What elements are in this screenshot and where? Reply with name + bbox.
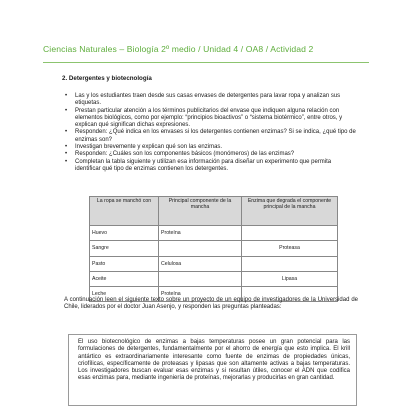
table-cell-stain: Aceite bbox=[90, 271, 159, 286]
table-cell-stain: Huevo bbox=[90, 226, 159, 241]
column-header-component: Principal componente de la mancha bbox=[159, 197, 242, 226]
table-cell-stain: Sangre bbox=[90, 241, 159, 256]
list-item: • Investigan brevemente y explican qué son las enzimas. bbox=[64, 144, 356, 151]
activity-list bbox=[64, 93, 356, 173]
intro-paragraph: A continuación leen el siguiente texto sobre un proyecto de un equipo de investigadores de la Universidad de Chile, liderados por el doctor Juan Asenjo, y responden las preguntas planteadas: bbox=[64, 297, 358, 311]
table-cell-component: Celulosa bbox=[159, 256, 242, 271]
table-cell-enzyme bbox=[242, 226, 338, 241]
quote-paragraph: El uso biotecnológico de enzimas a bajas temperaturas posee un gran potencial para las formulaciones de detergentes, fundamentalmente por el ahorro de energía que esto implica. El krill antártico es extraordinariamente interesante como fuente de enzimas de propiedades únicas, criofílicas, específicamente de proteasas y lipasas que son altamente activas a bajas temperaturas. Los investigadores buscan evaluar esas enzimas y si resultan útiles, conocer el ADN que codifica esas enzimas para, mediante ingeniería de proteínas, mejorarlas y producirlas en gran cantidad. bbox=[78, 339, 350, 382]
table-cell-enzyme: Lipasa bbox=[242, 271, 338, 286]
table-cell-component: Proteína bbox=[159, 226, 242, 241]
list-item: • Completan la tabla siguiente y utilizan esa información para diseñar un experimento que permita identificar qué tipo de enzimas contienen los detergentes. bbox=[64, 159, 356, 174]
table-row bbox=[90, 256, 338, 271]
list-item: • Responden: ¿Qué indica en los envases si los detergentes contienen enzimas? Si se indica, ¿qué tipo de enzimas son? bbox=[64, 129, 356, 144]
header-divider bbox=[43, 62, 369, 63]
enzyme-table bbox=[89, 196, 338, 302]
section-number: 2. bbox=[62, 75, 68, 82]
page-header: Ciencias Naturales – Biología 2º medio / Unidad 4 / OA8 / Actividad 2 bbox=[43, 44, 314, 54]
list-item: • Las y los estudiantes traen desde sus casas envases de detergentes para lavar ropa y analizan sus etiquetas. bbox=[64, 93, 356, 108]
table-cell-component bbox=[159, 271, 242, 286]
table-cell-enzyme: Proteasa bbox=[242, 241, 338, 256]
list-item: • Prestan particular atención a los términos publicitarios del envase que indiquen alguna relación con elementos biológicos, como por ejemplo: “principios bioactivos” o “sistema biotérmico”, entre otros, y explican qué significan dichas expresiones. bbox=[64, 108, 356, 130]
table-header-row bbox=[90, 197, 338, 226]
table-cell-stain: Leche bbox=[90, 287, 159, 302]
table-cell-component bbox=[159, 241, 242, 256]
section-title: Detergentes y biotecnología bbox=[68, 75, 152, 82]
list-item: • Responden: ¿Cuáles son los componentes básicos (monómeros) de las enzimas? bbox=[64, 151, 356, 158]
column-header-stain: La ropa se manchó con bbox=[90, 197, 159, 226]
table-cell-component: Proteína bbox=[159, 287, 242, 302]
table-row bbox=[90, 271, 338, 286]
table-cell-stain: Pasto bbox=[90, 256, 159, 271]
table-cell-enzyme bbox=[242, 256, 338, 271]
table-row bbox=[90, 241, 338, 256]
table-row bbox=[90, 226, 338, 241]
column-header-enzyme: Enzima que degrada el componente principal de la mancha bbox=[242, 197, 338, 226]
section-heading bbox=[62, 75, 152, 82]
